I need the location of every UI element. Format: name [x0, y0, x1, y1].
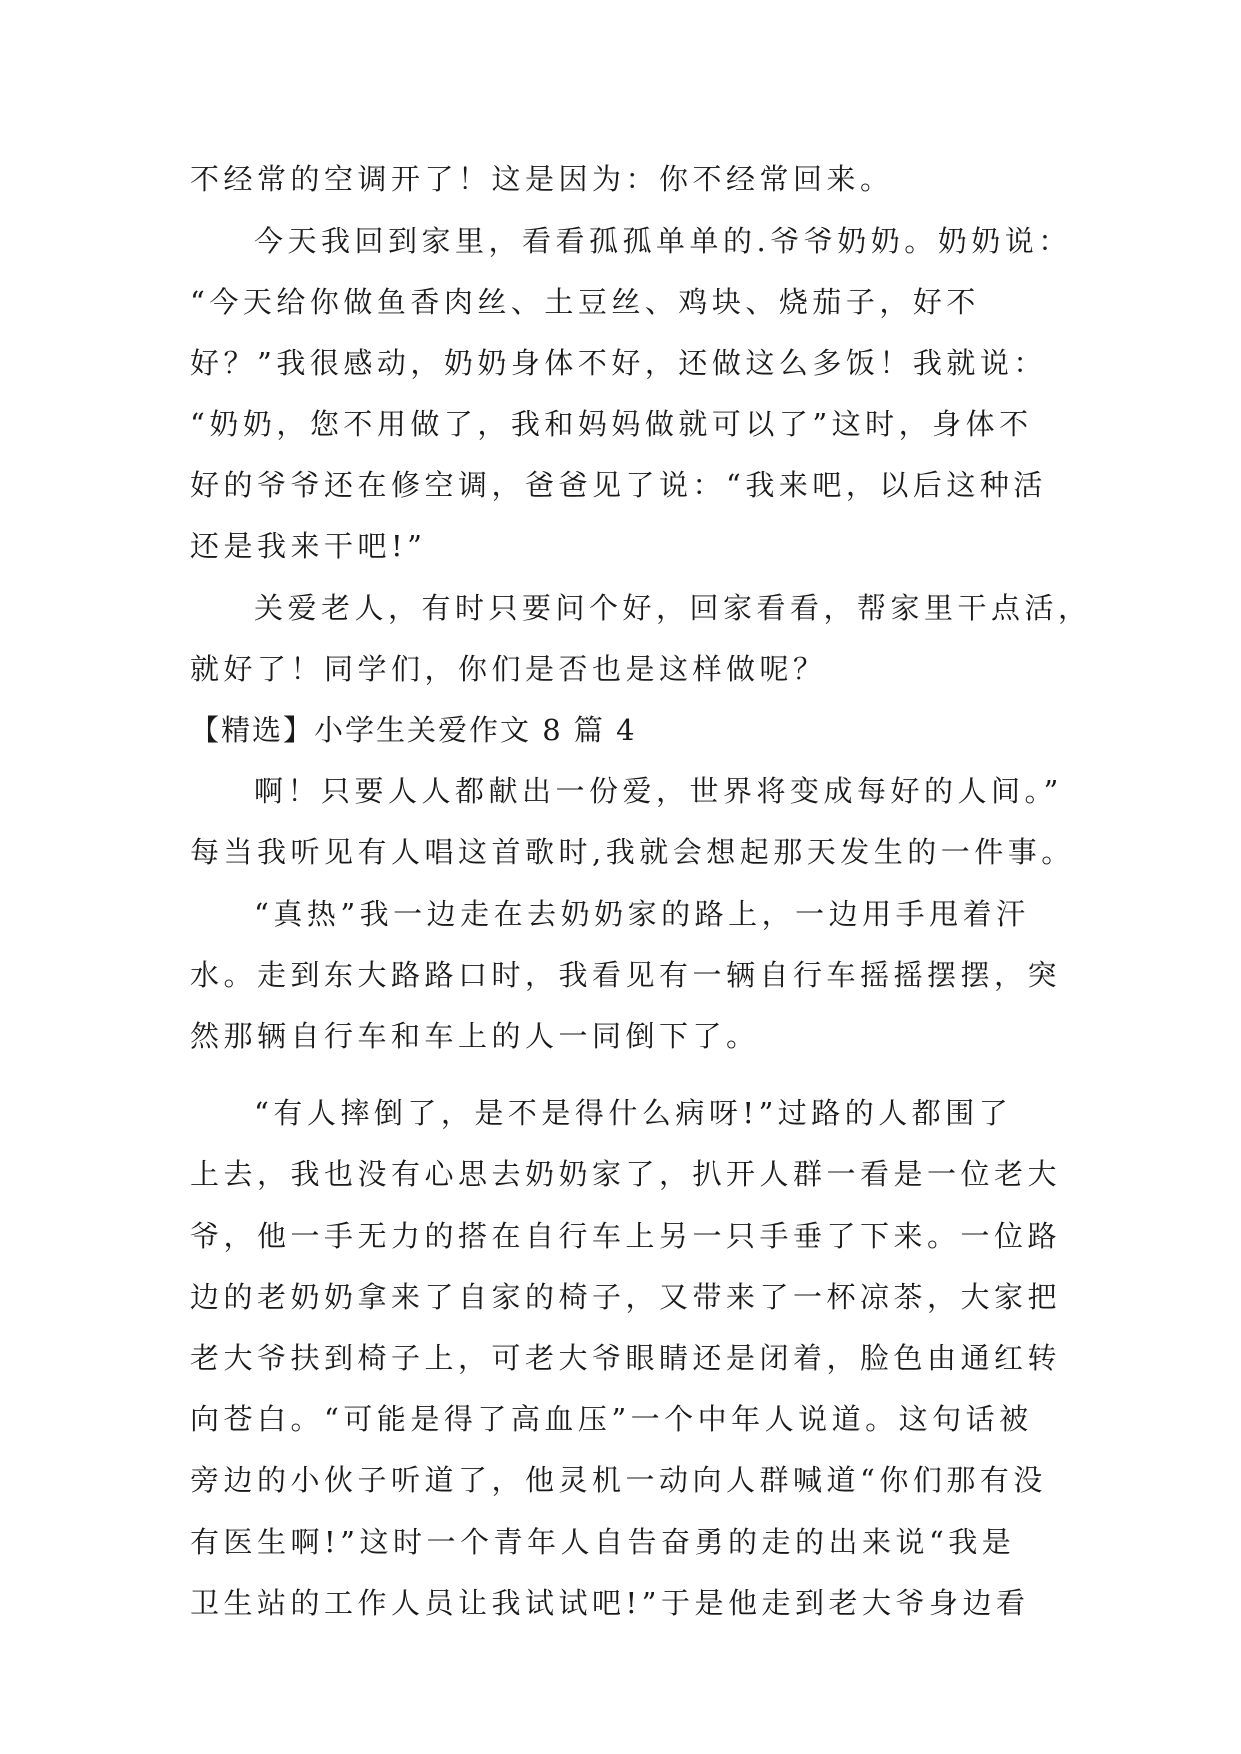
text-line: “今天给你做鱼香肉丝、土豆丝、鸡块、烧茄子，好不: [190, 285, 980, 319]
paragraph-first-line: “真热”我一边走在去奶奶家的路上，一边用手甩着汗: [254, 897, 1030, 931]
text-line: 有医生啊!”这时一个青年人自告奋勇的走的出来说“我是: [190, 1525, 1016, 1559]
text-line: 好的爷爷还在修空调，爸爸见了说：“我来吧，以后这种活: [190, 468, 1047, 502]
text-line: 还是我来干吧!”: [190, 529, 427, 563]
paragraph-first-line: 关爱老人，有时只要问个好，回家看看，帮家里干点活，: [254, 591, 1092, 625]
text-line: “奶奶，您不用做了，我和妈妈做就可以了”这时，身体不: [190, 407, 1033, 441]
text-line: 旁边的小伙子听道了，他灵机一动向人群喊道“你们那有没: [190, 1463, 1047, 1497]
text-line: 上去，我也没有心思去奶奶家了，扒开人群一看是一位老大: [190, 1157, 1062, 1191]
text-line: 好？”我很感动，奶奶身体不好，还做这么多饭！我就说：: [190, 346, 1047, 380]
paragraph-first-line: “有人摔倒了，是不是得什么病呀!”过路的人都围了: [254, 1096, 1013, 1130]
section-heading: 【精选】小学生关爱作文 8 篇 4: [190, 713, 637, 747]
text-line: 老大爷扶到椅子上，可老大爷眼睛还是闭着，脸色由通红转: [190, 1341, 1062, 1375]
text-line: 就好了！同学们，你们是否也是这样做呢？: [190, 652, 827, 686]
text-line: 边的老奶奶拿来了自家的椅子，又带来了一杯凉茶，大家把: [190, 1280, 1062, 1314]
text-line: 水。走到东大路路口时，我看见有一辆自行车摇摇摆摆，突: [190, 958, 1062, 992]
paragraph-first-line: 今天我回到家里，看看孤孤单单的.爷爷奶奶。奶奶说：: [254, 224, 1072, 258]
text-line: 不经常的空调开了！这是因为：你不经常回来。: [190, 162, 894, 196]
text-line: 每当我听见有人唱这首歌时,我就会想起那天发生的一件事。: [190, 835, 1075, 869]
text-line: 卫生站的工作人员让我试试吧!”于是他走到老大爷身边看: [190, 1586, 1030, 1620]
text-line: 爷，他一手无力的搭在自行车上另一只手垂了下来。一位路: [190, 1219, 1062, 1253]
text-line: 然那辆自行车和车上的人一同倒下了。: [190, 1019, 760, 1053]
paragraph-first-line: 啊！只要人人都献出一份爱，世界将变成每好的人间。”: [254, 774, 1063, 808]
text-line: 向苍白。“可能是得了高血压”一个中年人说道。这句话被: [190, 1402, 1033, 1436]
